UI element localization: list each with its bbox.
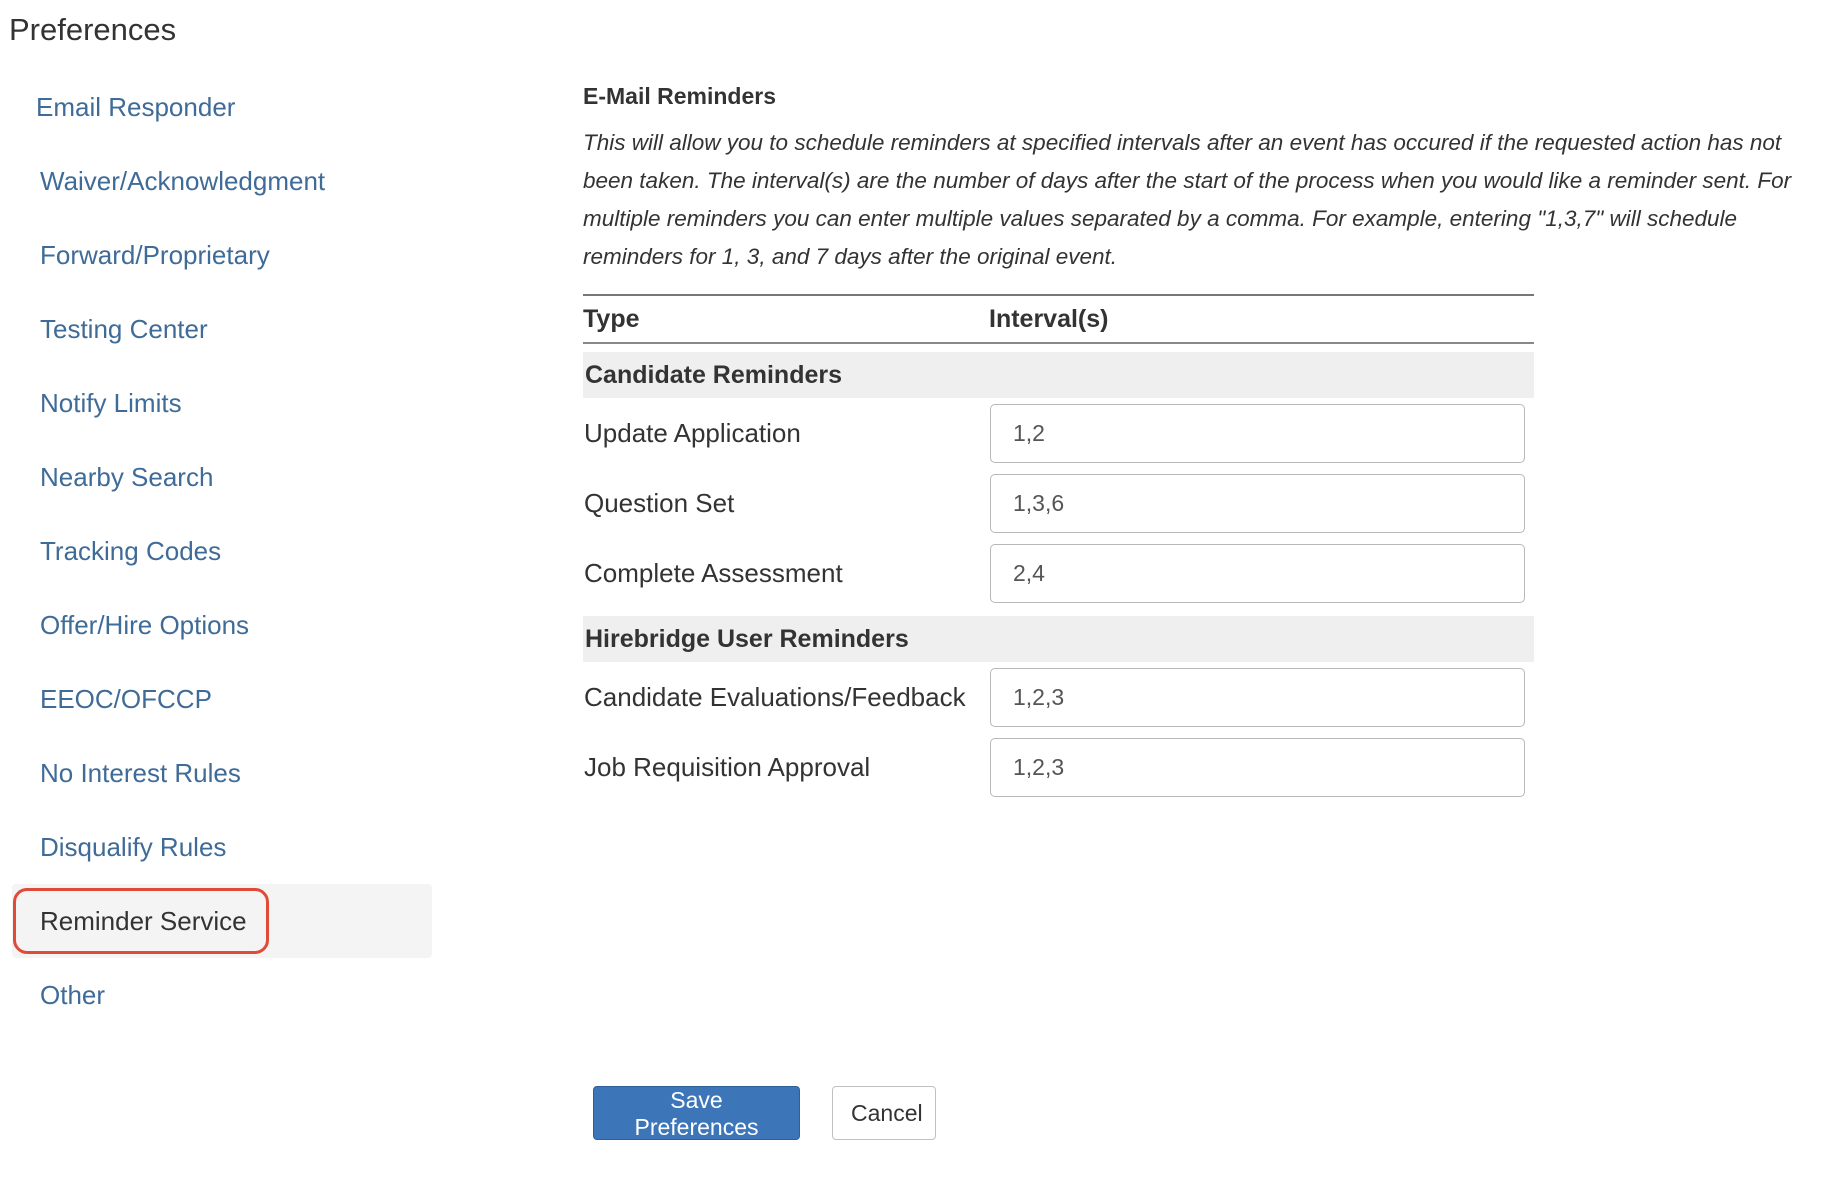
section-heading: E-Mail Reminders	[583, 83, 776, 109]
table-row	[583, 398, 1534, 468]
group-hirebridge-user-reminders: Hirebridge User Reminders	[583, 616, 1534, 662]
sidebar-item-eeoc-ofccp[interactable]: EEOC/OFCCP	[40, 684, 212, 714]
job-requisition-approval-interval-input[interactable]	[990, 738, 1525, 797]
sidebar-item-label: Reminder Service	[40, 906, 247, 936]
section-description: This will allow you to schedule reminders at specified intervals after an event has occured if the requested action has not been taken. The interval(s) are the number of days after the start of the process when you would like a reminder sent. For multiple reminders you can enter multiple values separated by a comma. For example, entering "1,3,7" will schedule reminders for 1, 3, and 7 days after the original event.	[583, 130, 1792, 269]
table-row	[583, 732, 1534, 802]
row-label-candidate-evaluations: Candidate Evaluations/Feedback	[584, 681, 966, 712]
cancel-button[interactable]: Cancel	[832, 1086, 936, 1140]
sidebar-item-testing-center[interactable]: Testing Center	[40, 314, 208, 344]
column-header-type: Type	[583, 304, 640, 333]
table-row	[583, 662, 1534, 732]
sidebar-item-disqualify-rules[interactable]: Disqualify Rules	[40, 832, 227, 862]
page-title: Preferences	[9, 12, 177, 47]
table-header	[583, 294, 1534, 344]
sidebar-item-no-interest-rules[interactable]: No Interest Rules	[40, 758, 241, 788]
reminders-table	[583, 294, 1534, 802]
table-row	[583, 468, 1534, 538]
group-candidate-reminders: Candidate Reminders	[583, 352, 1534, 398]
save-preferences-button[interactable]: Save Preferences	[593, 1086, 800, 1140]
candidate-evaluations-interval-input[interactable]	[990, 668, 1525, 727]
preferences-sidebar	[12, 70, 432, 1032]
column-header-intervals: Interval(s)	[989, 304, 1109, 333]
complete-assessment-interval-input[interactable]	[990, 544, 1525, 603]
row-label-update-application: Update Application	[584, 417, 801, 448]
sidebar-item-email-responder[interactable]: Email Responder	[36, 92, 236, 122]
sidebar-item-other[interactable]: Other	[40, 980, 106, 1010]
sidebar-item-offer-hire-options[interactable]: Offer/Hire Options	[40, 610, 250, 640]
row-label-complete-assessment: Complete Assessment	[584, 557, 843, 588]
row-label-question-set: Question Set	[584, 487, 735, 518]
row-label-job-requisition-approval: Job Requisition Approval	[584, 751, 871, 782]
sidebar-item-reminder-service[interactable]	[12, 884, 432, 958]
sidebar-item-forward-proprietary[interactable]: Forward/Proprietary	[40, 240, 270, 270]
question-set-interval-input[interactable]	[990, 474, 1525, 533]
update-application-interval-input[interactable]	[990, 404, 1525, 463]
sidebar-item-notify-limits[interactable]: Notify Limits	[40, 388, 182, 418]
reminder-settings-panel	[583, 76, 1823, 802]
table-row	[583, 538, 1534, 608]
sidebar-item-waiver-acknowledgment[interactable]: Waiver/Acknowledgment	[40, 166, 326, 196]
form-actions	[593, 1086, 936, 1140]
sidebar-item-tracking-codes[interactable]: Tracking Codes	[40, 536, 222, 566]
sidebar-item-nearby-search[interactable]: Nearby Search	[40, 462, 214, 492]
